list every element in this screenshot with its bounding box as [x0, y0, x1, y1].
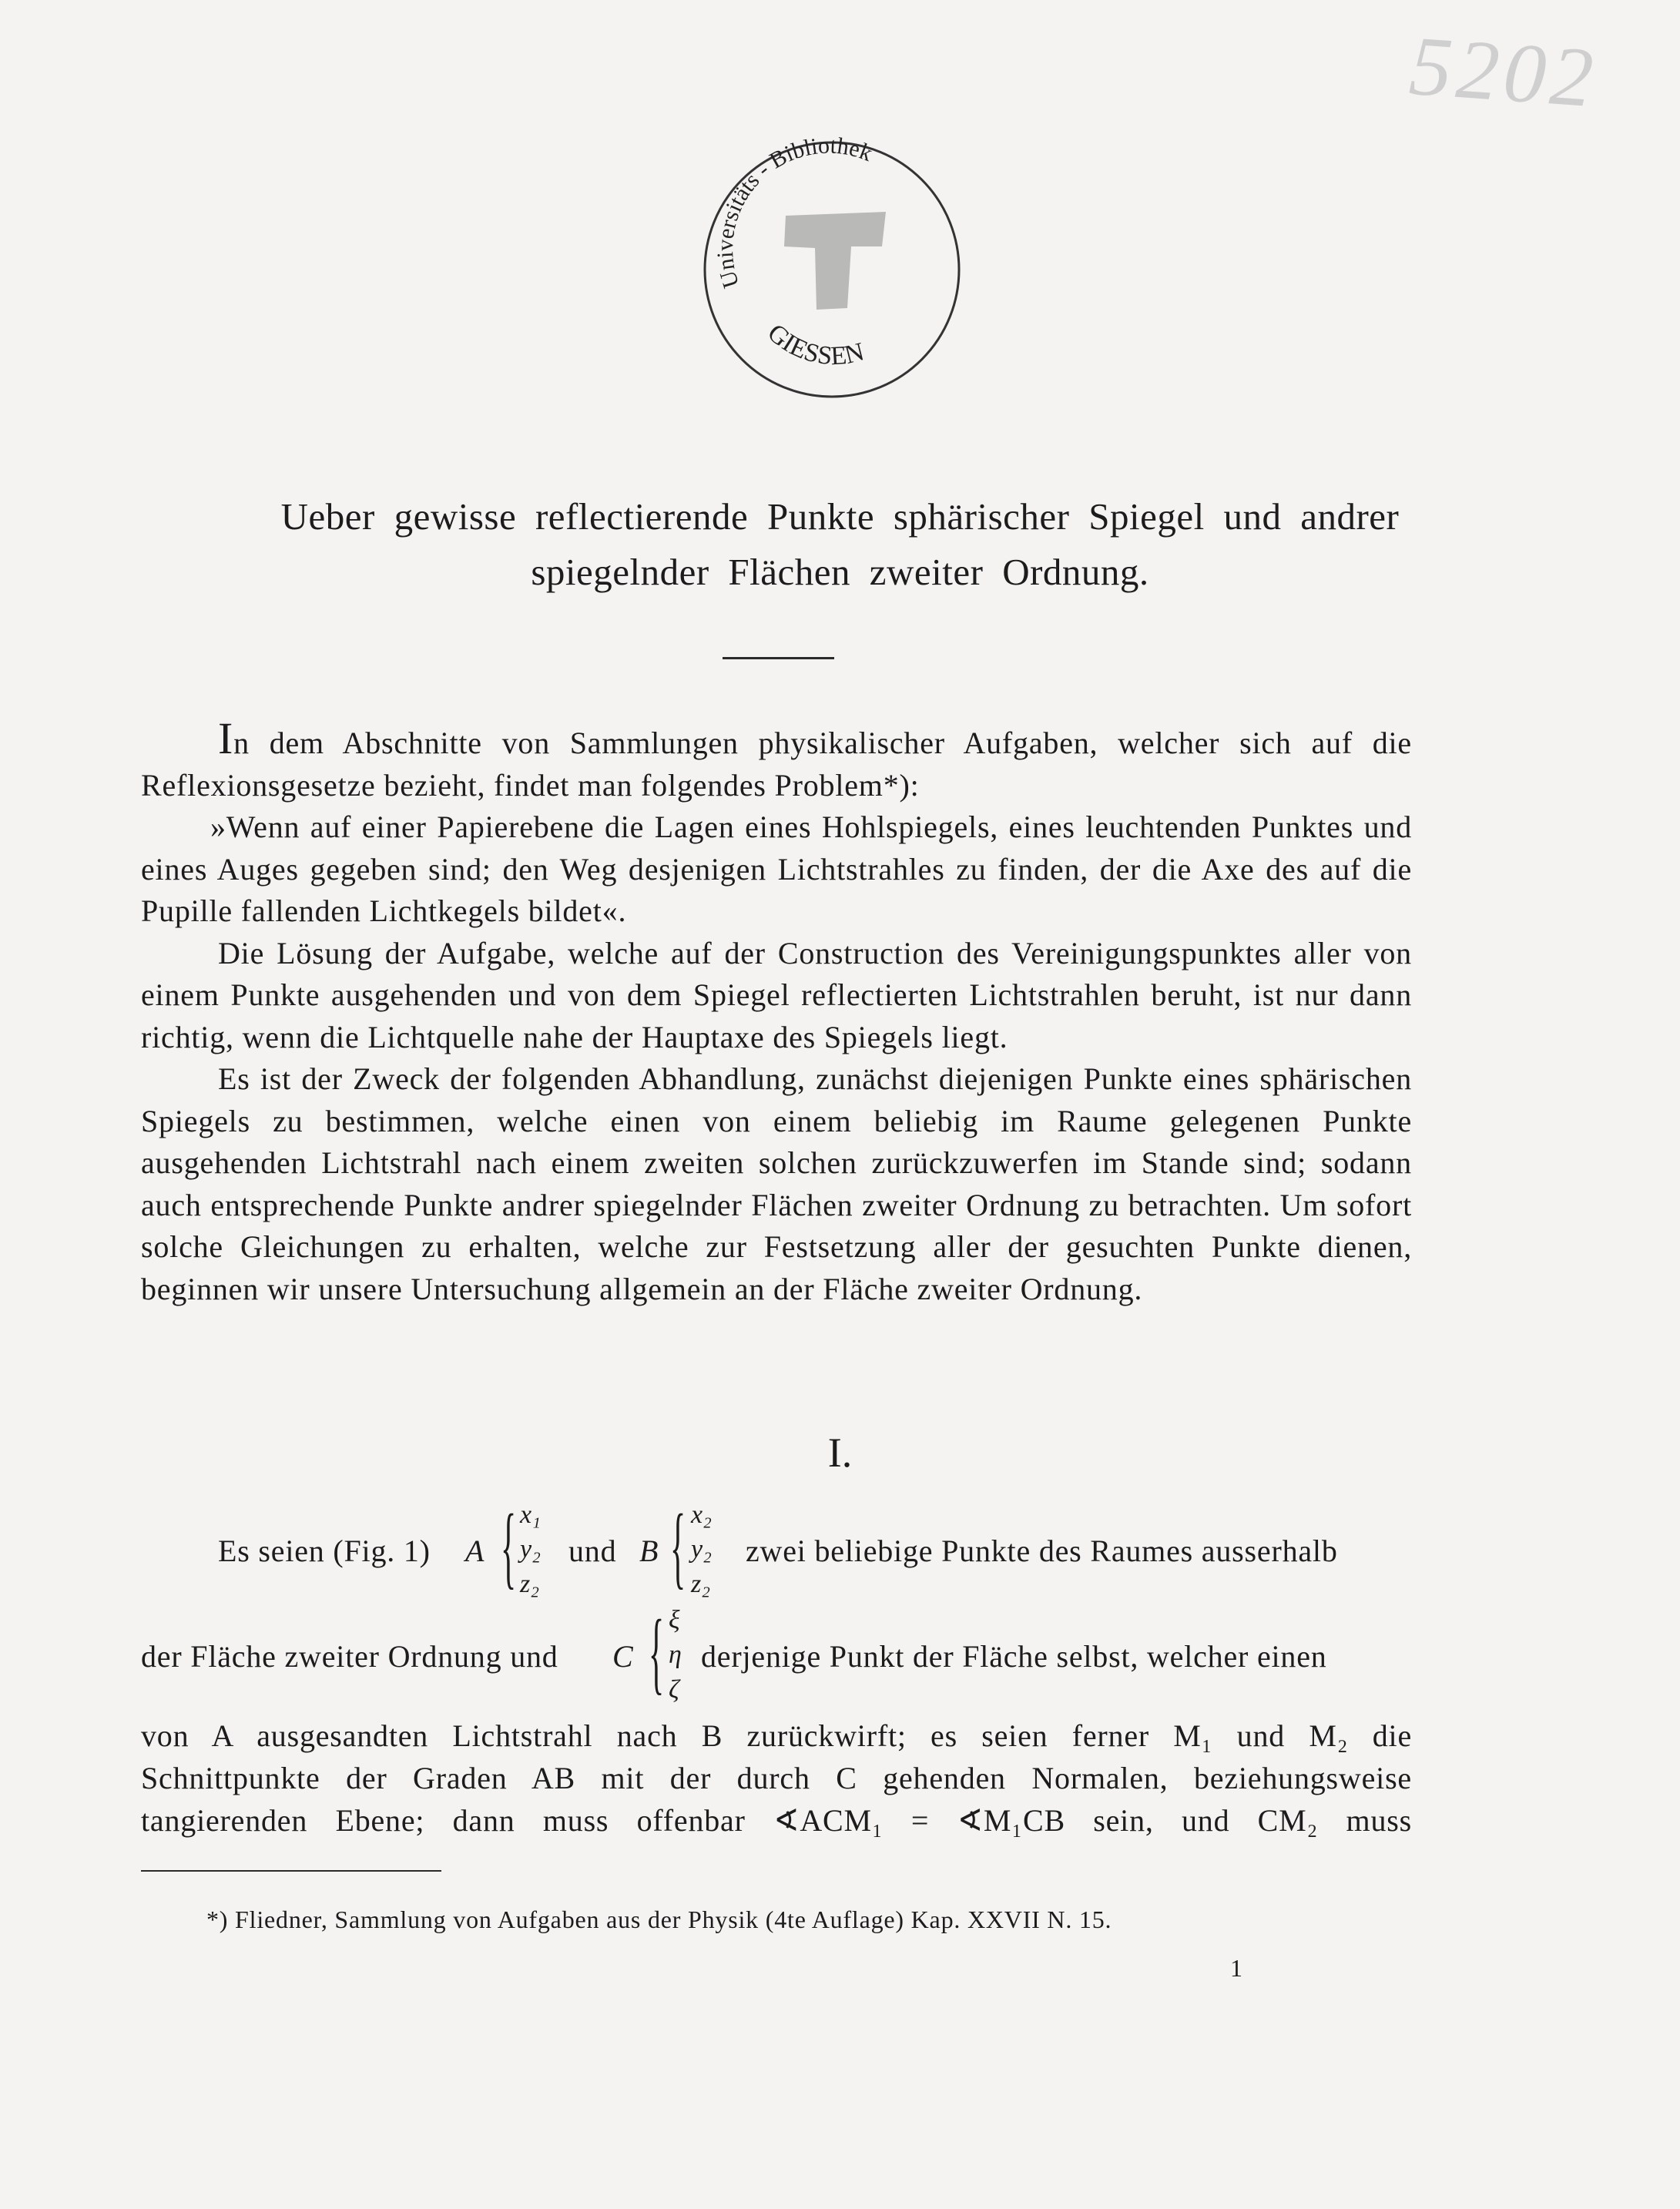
point-b-z: z₂: [691, 1570, 711, 1598]
section1-line1-end: zwei beliebige Punkte des Raumes ausserhalb: [746, 1534, 1338, 1568]
intro-paragraph-1: In dem Abschnitte von Sammlungen physikalischer Aufgaben, welcher sich auf die Reflexionsgesetze bezieht, findet man folgendes Problem*):: [141, 713, 1412, 803]
point-a-x: x₁: [520, 1500, 541, 1529]
title-line-1: Ueber gewisse reflectierende Punkte sphärischer Spiegel und andrer: [280, 495, 1400, 538]
intro-paragraph-2: »Wenn auf einer Papierebene die Lagen eines Hohlspiegels, eines leuchtenden Punktes und eines Auges gegeben sind; den Weg desjenigen Lichtstrahles zu finden, der die Axe des auf die Pupille fallenden Lichtkegels bildet«.: [141, 810, 1412, 928]
catalogue-number: 5202: [1407, 18, 1601, 126]
point-c-eta: η: [669, 1641, 682, 1669]
point-a-label: A: [465, 1534, 485, 1568]
section1-line1-start: Es seien (Fig. 1): [218, 1534, 431, 1568]
section1-line3: von A ausgesandten Lichtstrahl nach B zurückwirft; es seien ferner M₁ und M₂ die: [141, 1718, 1412, 1753]
und-1: und: [568, 1534, 617, 1568]
point-b-brace: {: [670, 1495, 686, 1597]
svg-text:Universitäts - Bibliothek: [713, 132, 876, 290]
dropcap: I: [218, 713, 234, 763]
svg-text:GIESSEN: [762, 318, 867, 370]
footnote: *) Fliedner, Sammlung von Aufgaben aus der Physik (4te Auflage) Kap. XXVII N. 15.: [206, 1906, 1112, 1933]
point-c-xi: ξ: [669, 1606, 680, 1634]
point-a-brace: {: [501, 1495, 517, 1597]
point-a-y: y₂: [520, 1535, 541, 1564]
title-line-2: spiegelnder Flächen zweiter Ordnung.: [531, 551, 1149, 593]
point-a-z: z₂: [520, 1570, 540, 1598]
stamp-text-bottom: GIESSEN: [762, 318, 867, 371]
section1-line4: Schnittpunkte der Graden AB mit der durch C gehenden Normalen, beziehungsweise: [141, 1761, 1412, 1795]
section-heading: I.: [827, 1430, 853, 1476]
point-b-x: x₂: [691, 1500, 712, 1529]
stamp-emblem-icon: [784, 212, 886, 310]
title-divider: [723, 657, 834, 659]
point-c-zeta: ζ: [669, 1675, 679, 1704]
library-stamp: [693, 131, 971, 408]
point-b-y: y₂: [691, 1535, 712, 1564]
section1-line5: tangierenden Ebene; dann muss offenbar ∢ACM₁ = ∢M₁CB sein, und CM₂ muss: [141, 1803, 1412, 1838]
point-c-brace: {: [649, 1601, 665, 1703]
section1-line2-start: der Fläche zweiter Ordnung und: [141, 1639, 558, 1674]
intro-body: [141, 713, 1412, 1310]
point-b-label: B: [639, 1534, 659, 1568]
paper-title: [0, 489, 1680, 600]
point-c-label: C: [612, 1639, 634, 1674]
intro-paragraph-4: Es ist der Zweck der folgenden Abhandlung, zunächst diejenigen Punkte eines sphärischen Spiegels zu bestimmen, welche einen von einem beliebig im Raume gelegenen Punkte ausgehenden Lichtstrahl nach einem zweiten solchen zurückzuwerfen im Stande sind; sodann auch entsprechende Punkte andrer spiegelnder Flächen zweiter Ordnung zu betrachten. Um sofort solche Gleichungen zu erhalten, welche zur Festsetzung aller der gesuchten Punkte dienen, beginnen wir unsere Untersuchung allgemein an der Fläche zweiter Ordnung.: [141, 1061, 1412, 1306]
footnote-divider: [141, 1870, 441, 1872]
stamp-text-top: Universitäts - Bibliothek: [712, 132, 876, 291]
page-number: 1: [1230, 1954, 1242, 1982]
section1-line2-end: derjenige Punkt der Fläche selbst, welcher einen: [701, 1639, 1327, 1674]
intro-paragraph-3: Die Lösung der Aufgabe, welche auf der Construction des Vereinigungspunktes aller von einem Punkte ausgehenden und von dem Spiegel reflectierten Lichtstrahlen beruht, ist nur dann richtig, wenn die Lichtquelle nahe der Hauptaxe des Spiegels liegt.: [141, 935, 1412, 1054]
